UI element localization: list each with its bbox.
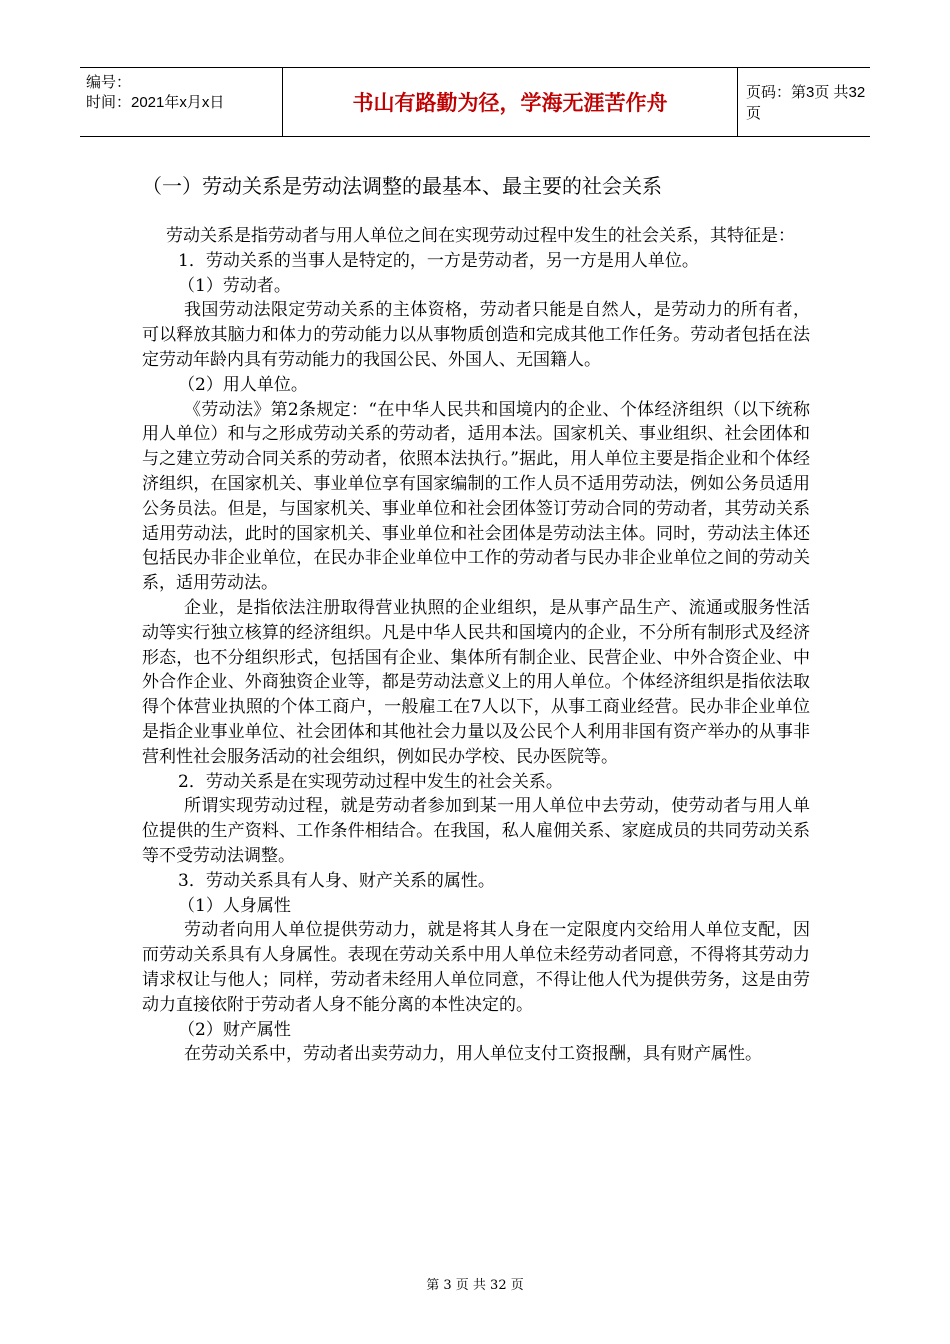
paragraph: 3．劳动关系具有人身、财产关系的属性。 [178,870,495,891]
paragraph: 《劳动法》第2条规定：“在中华人民共和国境内的企业、个体经济组织（以下统称用人单位）和与之形成劳动关系的劳动者，适用本法。国家机关、事业组织、社会团体和与之建立劳动合同关系的劳动者，依照本法执行。”据此，用人单位主要是指企业和个体经济组织，在国家机关、事业单位享有国家编制的工作人员不适用劳动法，例如公务员适用公务员法。但是，与国家机关、事业单位和社会团体签订劳动合同的劳动者，其劳动关系适用劳动法，此时的国家机关、事业单位和社会团体是劳动法主体。同时，劳动法主体还包括民办非企业单位，在民办非企业单位中工作的劳动者与民办非企业单位之间的劳动关系，适用劳动法。 [142,399,810,594]
header-page-label: 页码：第3页 共32页 [746,84,866,122]
paragraph: 2．劳动关系是在实现劳动过程中发生的社会关系。 [178,771,563,792]
section-heading: （一）劳动关系是劳动法调整的最基本、最主要的社会关系 [142,174,662,198]
paragraph: 劳动者向用人单位提供劳动力，就是将其人身在一定限度内交给用人单位支配，因而劳动关系具有人身属性。表现在劳动关系中用人单位未经劳动者同意，不得将其劳动力请求权让与他人；同样，劳动者未经用人单位同意，不得让他人代为提供劳务，这是由劳动力直接依附于劳动者人身不能分离的本性决定的。 [142,920,810,1015]
page-footer: 第 3 页 共 32 页 [426,1278,524,1293]
paragraph: 我国劳动法限定劳动关系的主体资格，劳动者只能是自然人，是劳动力的所有者，可以释放其脑力和体力的劳动能力以从事物质创造和完成其他工作任务。劳动者包括在法定劳动年龄内具有劳动能力的我国公民、外国人、无国籍人。 [142,300,810,370]
document-time-label: 时间：2021年x月x日 [86,94,225,111]
document-body [142,168,810,1067]
paragraph: 1．劳动关系的当事人是特定的，一方是劳动者，另一方是用人单位。 [178,250,699,271]
paragraph: 在劳动关系中，劳动者出卖劳动力，用人单位支付工资报酬，具有财产属性。 [184,1044,762,1065]
paragraph: 所谓实现劳动过程，就是劳动者参加到某一用人单位中去劳动，使劳动者与用人单位提供的生产资料、工作条件相结合。在我国，私人雇佣关系、家庭成员的共同劳动关系等不受劳动法调整。 [142,796,810,866]
paragraph: 企业，是指依法注册取得营业执照的企业组织，是从事产品生产、流通或服务性活动等实行独立核算的经济组织。凡是中华人民共和国境内的企业，不分所有制形式及经济形态，也不分组织形式，包括国有企业、集体所有制企业、民营企业、中外合资企业、中外合作企业、外商独资企业等，都是劳动法意义上的用人单位。个体经济组织是指依法取得个体营业执照的个体工商户，一般雇工在7人以下，从事工商业经营。民办非企业单位是指企业事业单位、社会团体和其他社会力量以及公民个人利用非国有资产举办的从事非营利性社会服务活动的社会组织，例如民办学校、民办医院等。 [142,597,810,767]
paragraph: （1）人身属性 [178,895,291,916]
header-motto: 书山有路勤为径，学海无涯苦作舟 [282,68,738,136]
paragraph: （1）劳动者。 [178,275,291,296]
paragraph: 劳动关系是指劳动者与用人单位之间在实现劳动过程中发生的社会关系，其特征是： [166,226,795,246]
paragraph: （2）用人单位。 [178,374,308,395]
page-header [80,67,870,137]
paragraph: （2）财产属性 [178,1019,291,1040]
document-number-label: 编号： [86,74,132,91]
header-meta-cell [80,68,282,136]
